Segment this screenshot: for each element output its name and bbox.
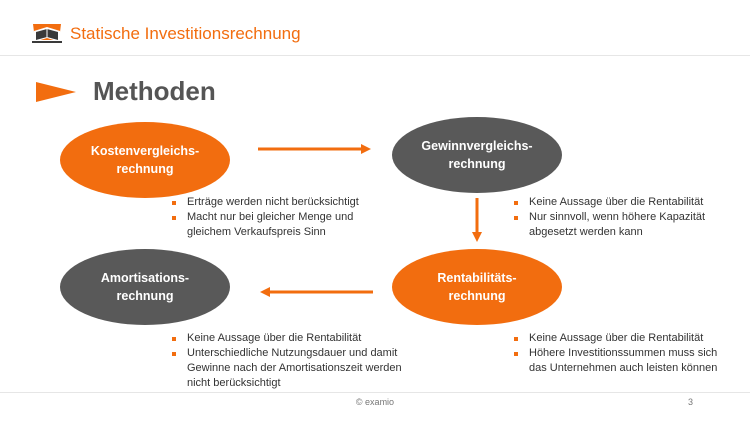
examio-logo-icon [30, 20, 64, 48]
arrow-right-icon [258, 142, 373, 156]
list-item: Keine Aussage über die Rentabilität [172, 331, 417, 346]
method-label-line2: rechnung [448, 157, 506, 171]
method-label-line2: rechnung [116, 162, 174, 176]
list-item: Unterschiedliche Nutzungsdauer und damit Gewinne nach der Amortisationszeit werden nicht berücksichtigt [172, 346, 417, 391]
arrow-marker-icon [36, 82, 76, 102]
method-gewinnvergleich [392, 117, 562, 193]
copyright-text: © examio [355, 397, 395, 407]
method-label-line2: rechnung [448, 289, 506, 303]
method-label-line1: Amortisations- [100, 271, 190, 285]
method-kostenvergleich [60, 122, 230, 198]
section-title: Methoden [93, 76, 216, 106]
list-item: Höhere Investitionssummen muss sich das Unternehmen auch leisten können [514, 346, 729, 376]
list-item: Macht nur bei gleicher Menge und gleichem Verkaufspreis Sinn [172, 210, 382, 240]
list-item: Keine Aussage über die Rentabilität [514, 331, 729, 346]
method-label-line2: rechnung [116, 289, 174, 303]
arrow-down-icon [470, 198, 484, 244]
page-number: 3 [688, 397, 694, 407]
method-label-line1: Kostenvergleichs- [90, 144, 200, 158]
list-item: Keine Aussage über die Rentabilität [514, 195, 719, 210]
method-label-line1: Rentabilitäts- [437, 271, 517, 285]
list-item: Nur sinnvoll, wenn höhere Kapazität abgesetzt werden kann [514, 210, 719, 240]
header-divider [0, 55, 750, 56]
bullet-list-kostenvergleich [172, 195, 382, 240]
method-amortisation [60, 249, 230, 325]
bullet-list-amortisation [172, 331, 417, 391]
method-label-line1: Gewinnvergleichs- [421, 139, 533, 153]
arrow-left-icon [258, 285, 373, 299]
presentation-title: Statische Investitionsrechnung [70, 24, 301, 43]
bullet-list-rentabilitaet [514, 331, 729, 376]
footer-divider [0, 392, 750, 393]
bullet-list-gewinnvergleich [514, 195, 719, 240]
method-rentabilitaet [392, 249, 562, 325]
list-item: Erträge werden nicht berücksichtigt [172, 195, 382, 210]
